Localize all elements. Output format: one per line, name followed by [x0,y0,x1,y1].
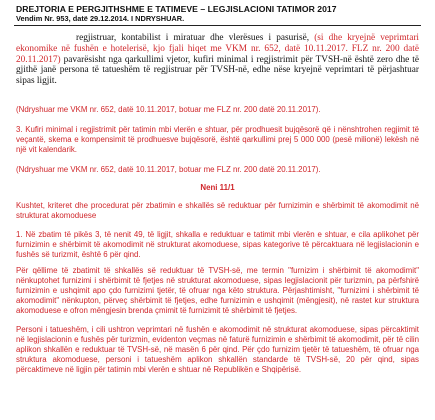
article-point-1-continuation: Për qëllime të zbatimit të shkallës së reduktuar të TVSH-së, me termin "furnizim i shërbimit të akomodimit" nënkuptohet furnizimi i shërbimit të fjetjes në strukturat akomoduese, sipas legjislacionit për turizmin, pa përfshirë furnizimin e ushqimit apo çdo furnizimi tjetër, të ofruar nga këto struktura. Përjashtimisht, "furnizimi i shërbimit të akomodimit" nënkupton, përveç shërbimit të fjetjes, edhe furnizimin e ushqimit (mëngjesit), në rastet kur struktura akomoduese e ofron mëngjesin brenda çmimit të furnizimit të shërbimit të fjetjes. [16,266,419,315]
header-divider [14,25,421,26]
document-body [16,33,419,374]
paragraph-2: 3. Kufiri minimal i regjistrimit për tatimin mbi vlerën e shtuar, për prodhuesit bujqësorë që i nënshtrohen regjimit të veçantë, skema e kompensimit të prodhuesve bujqësorë, është qarkullimi prej 5 000 000 (pesë milionë) lekësh në një vit kalendarik. [16,125,419,154]
document-header [16,4,419,23]
amendment-note-1: (Ndryshuar me VKM nr. 652, datë 10.11.2017, botuar me FLZ nr. 200 datë 20.11.2017). [16,105,321,114]
paragraph-1-text-b: pavarësisht nga qarkullimi vjetor, kufiri minimal i regjistrimit për TVSH-në është zero dhe të gjithë janë persona të tatueshëm të regjistruar për TVSH-në, edhe nëse kryejnë veprimtari të përjashtuar sipas ligjit. [16,54,419,87]
amendment-note-2: (Ndryshuar me VKM nr. 652, datë 10.11.2017, botuar me FLZ nr. 200 datë 20.11.2017). [16,165,321,174]
article-intro: Kushtet, kriteret dhe procedurat për zbatimin e shkallës së reduktuar për furnizimin e shërbimit të akomodimit në strukturat akomoduese [16,201,419,220]
article-point-1: 1. Në zbatim të pikës 3, të nenit 49, të ligjit, shkalla e reduktuar e tatimit mbi vlerën e shtuar, e cila aplikohet për furnizimin e shërbimit të akomodimit në strukturat akomoduese, sipas kategorive të përcaktuara në legjislacionin e fushës së turizmit, është 6 për qind. [16,230,419,259]
paragraph-1 [16,33,419,98]
paragraph-1-removed-clause: (si dhe kryejnë veprimtari ekonomike në fushën e hotelerisë, kjo fjali hiqet me VKM nr. 652, datë 10.11.2017. FLZ nr. 200 datë 20.11.2017) [16,33,419,65]
paragraph-1-text-a: regjistruar, kontabilist i miratuar dhe vlerësues i pasurisë, [76,33,315,43]
article-heading: Neni 11/1 [200,183,235,192]
header-subtitle: Vendim Nr. 953, datë 29.12.2014. I NDRYSHUAR. [16,14,185,23]
article-point-2-partial: Personi i tatueshëm, i cili ushtron veprimtari në fushën e akomodimit në strukturat akomoduese, sipas përcaktimit në legjislacionin e fushës për turizmin, evidenton veçmas në faturë furnizimin e shërbimit të akomodimit, për të cilin aplikon shkallën e reduktuar të TVSH-së, në masën 6 për qind. Për çdo furnizim tjetër të tatueshëm, të ofruar nga struktura akomoduese, personi i tatueshëm aplikon shkallën standarde të TVSH-së, 20 për qind, sipas përcaktimeve në ligjin për tatimin mbi vlerën e shtuar në Republikën e Shqipërisë. [16,325,419,374]
header-title: DREJTORIA E PERGJITHSHME E TATIMEVE – LEGJISLACIONI TATIMOR 2017 [16,4,337,14]
